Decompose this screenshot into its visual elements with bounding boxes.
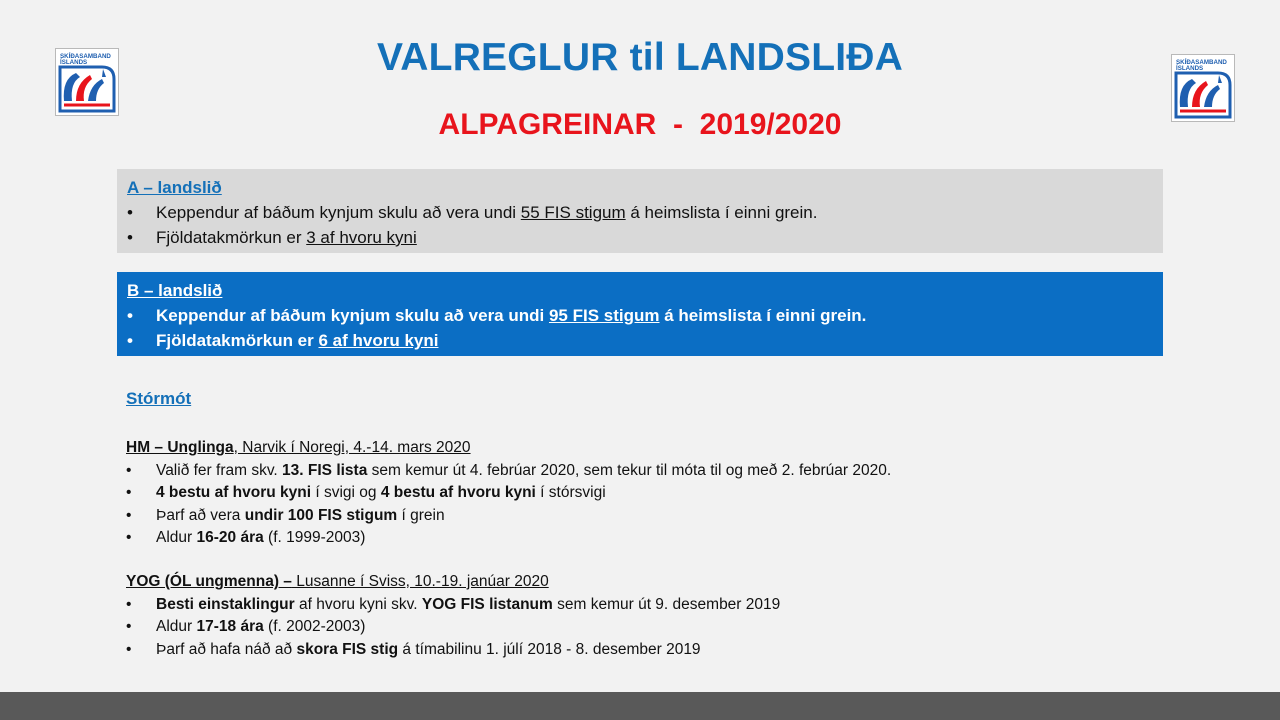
list-item (127, 303, 1153, 328)
list-item (127, 328, 1153, 353)
bullet-icon: • (126, 618, 132, 635)
list-item-text: Keppendur af báðum kynjum skulu að vera undi 55 FIS stigum á heimslista í einni grein. (156, 203, 818, 222)
bullet-icon: • (126, 640, 132, 658)
list-item (126, 505, 891, 528)
logo-text-line1: SKÍÐASAMBAND (60, 53, 111, 60)
hm-unglinga-section (126, 437, 891, 550)
page-title: VALREGLUR til LANDSLIÐA (376, 36, 903, 79)
list-item (126, 616, 780, 639)
list-item-text: Fjöldatakmörkun er 3 af hvoru kyni (156, 228, 417, 247)
list-item-text: Keppendur af báðum kynjum skulu að vera undi 95 FIS stigum á heimslista í einni grein. (156, 306, 867, 325)
yog-heading: YOG (ÓL ungmenna) – Lusanne í Sviss, 10.-19. janúar 2020 (126, 573, 549, 590)
bullet-icon: • (126, 461, 132, 479)
list-item-text: Þarf að hafa náð að skora FIS stig á tímabilinu 1. júlí 2018 - 8. desember 2019 (156, 640, 701, 658)
bullet-icon: • (126, 529, 132, 546)
page-subtitle: ALPAGREINAR - 2019/2020 (438, 108, 842, 141)
logo-text-line2: ÍSLANDS (60, 59, 88, 66)
footer-bar (0, 692, 1280, 720)
bullet-icon: • (127, 203, 133, 222)
list-item (126, 482, 891, 505)
logo-text-line2: ÍSLANDS (1176, 65, 1204, 72)
list-item (126, 639, 780, 662)
bullet-icon: • (126, 506, 132, 524)
list-item-text: Fjöldatakmörkun er 6 af hvoru kyni (156, 331, 439, 350)
a-landslid-box (117, 169, 1163, 253)
list-item (126, 460, 891, 483)
list-item-text: Aldur 17-18 ára (f. 2002-2003) (156, 618, 366, 635)
list-item (126, 527, 891, 550)
a-landslid-heading: A – landslið (127, 178, 222, 197)
list-item (127, 225, 1153, 250)
bullet-icon: • (126, 484, 132, 501)
list-item-text: Aldur 16-20 ára (f. 1999-2003) (156, 529, 366, 546)
list-item (126, 594, 780, 617)
logo-text-line1: SKÍÐASAMBAND (1176, 59, 1227, 66)
list-item-text: 4 bestu af hvoru kyni í svigi og 4 bestu af hvoru kyni í stórsvigi (156, 484, 606, 501)
list-item-text: Besti einstaklingur af hvoru kyni skv. YOG FIS listanum sem kemur út 9. desember 2019 (156, 595, 781, 613)
stormot-heading: Stórmót (126, 389, 192, 408)
list-item-text: Þarf að vera undir 100 FIS stigum í grein (156, 506, 445, 524)
list-item-text: Valið fer fram skv. 13. FIS lista sem kemur út 4. febrúar 2020, sem tekur til móta til og með 2. febrúar 2020. (156, 461, 892, 479)
yog-section (126, 571, 780, 661)
bullet-icon: • (127, 228, 133, 247)
b-landslid-heading: B – landslið (127, 281, 223, 300)
b-landslid-box (117, 272, 1163, 356)
list-item (127, 200, 1153, 225)
hm-heading: HM – Unglinga, Narvik í Noregi, 4.-14. mars 2020 (126, 439, 471, 456)
bullet-icon: • (127, 331, 133, 350)
bullet-icon: • (127, 306, 133, 325)
bullet-icon: • (126, 595, 132, 613)
